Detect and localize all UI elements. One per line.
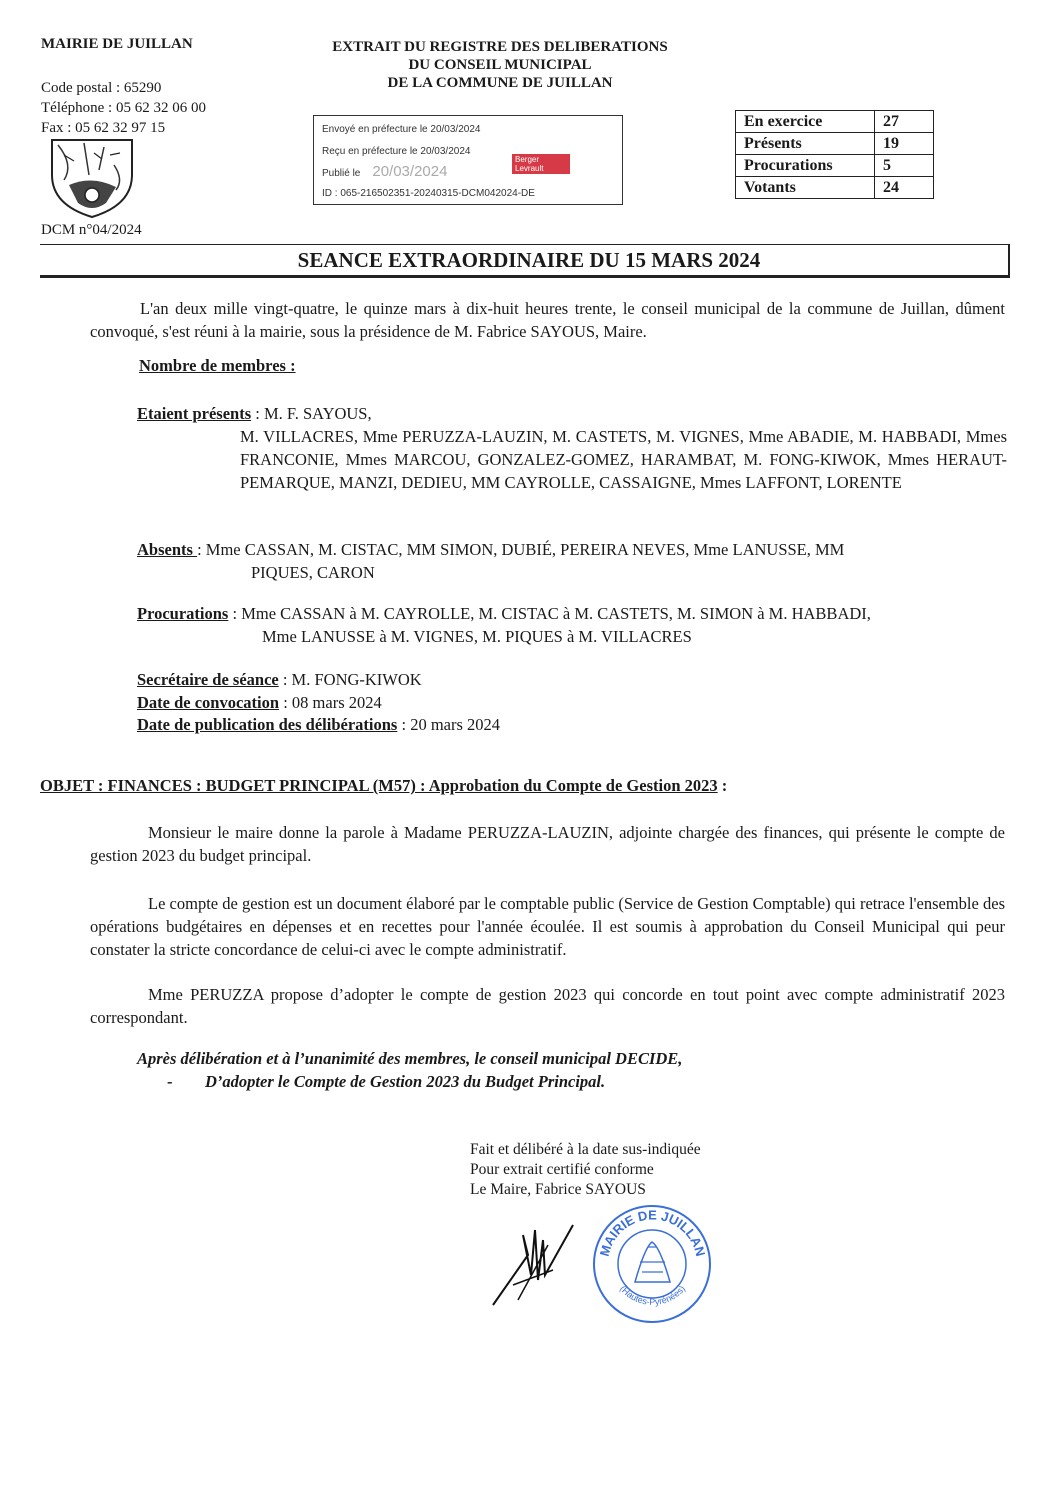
absents-label: Absents [137,540,198,559]
table-row [736,133,934,155]
decision-item [167,1070,682,1093]
seal-bottom-text: (Hautes-Pyrénées) [617,1283,688,1307]
procurations-label: Procurations [137,604,229,623]
extrait-line-1: EXTRAIT DU REGISTRE DES DELIBERATIONS [332,39,668,55]
decision-block [137,1047,682,1093]
decision-dash: - [167,1072,173,1091]
objet-heading [40,776,727,796]
table-row [736,177,934,199]
recu-prefecture: Reçu en préfecture le 20/03/2024 [322,146,471,157]
telephone: Téléphone : 05 62 32 06 00 [41,100,206,116]
absents-block [137,538,1007,584]
decision-line: Après délibération et à l’unanimité des membres, le conseil municipal DECIDE, [137,1049,683,1068]
stat-value: 19 [875,133,934,155]
members-stats-table [735,110,934,199]
berger-levrault-logo [512,154,570,174]
dcm-number: DCM n°04/2024 [41,222,142,238]
convocation-label: Date de convocation [137,692,280,712]
publie [322,163,447,180]
seal-top-text: MAIRIE DE JUILLAN [596,1207,709,1258]
code-postal: Code postal : 65290 [41,80,162,96]
closing-line-3: Le Maire, Fabrice SAYOUS [470,1181,646,1198]
absents-first: : Mme CASSAN, M. CISTAC, MM SIMON, DUBIÉ, PEREIRA NEVES, Mme LANUSSE, MM [197,540,845,559]
stat-label: Votants [736,177,875,199]
paragraph-2: Le compte de gestion est un document élaboré par le comptable public (Service de Gestion Comptable) qui retrace l'ensemble des opérations budgétaires en dépenses et en recettes pour l'année écoulée. Il est soumis à approbation du Conseil Municipal qui peur constater la stricte concordance de celui-ci avec le compte administratif. [90,894,1005,959]
publication-label: Date de publication des délibérations [137,715,398,734]
secretaire-value: : M. FONG-KIWOK [278,670,422,689]
contact-block [41,78,206,138]
secretaire-label: Secrétaire de séance [137,670,279,689]
stat-label: Présents [736,133,875,155]
stat-value: 27 [875,111,934,133]
presents-label: Etaient présents [137,404,252,423]
publie-date: 20/03/2024 [372,163,448,180]
publie-label: Publié le [322,168,361,179]
extrait-line-3: DE LA COMMUNE DE JUILLAN [387,75,613,91]
envoye-prefecture: Envoyé en préfecture le 20/03/2024 [322,124,481,135]
secretaire-line [137,669,500,692]
table-row [736,155,934,177]
coat-of-arms-icon [44,135,139,220]
objet-suffix: : [717,776,728,795]
mairie-name: MAIRIE DE JUILLAN [41,36,193,52]
procurations-block [137,602,1007,648]
prefecture-stamp [313,115,623,205]
publication-value: : 20 mars 2024 [397,715,501,734]
table-row [736,111,934,133]
signature-icon [483,1215,583,1315]
closing-line-1: Fait et délibéré à la date sus-indiquée [470,1141,701,1158]
convocation-value: : 08 mars 2024 [279,692,382,712]
meeting-details [137,669,500,737]
closing-line-2: Pour extrait certifié conforme [470,1161,654,1178]
convocation-line [137,692,500,715]
stat-label: En exercice [736,111,875,133]
nombre-membres-heading: Nombre de membres : [139,356,296,375]
presents-first: : M. F. SAYOUS, [251,404,372,423]
fax: Fax : 05 62 32 97 15 [41,120,166,136]
logo-word-2: Levrault [515,164,544,173]
stat-value: 5 [875,155,934,177]
presents-block [137,402,1007,494]
presents-head [137,402,1007,425]
stat-label: Procurations [736,155,875,177]
absents-rest: PIQUES, CARON [251,563,375,582]
seance-title: SEANCE EXTRAORDINAIRE DU 15 MARS 2024 [297,248,761,272]
procurations-first: : Mme CASSAN à M. CAYROLLE, M. CISTAC à M. CASTETS, M. SIMON à M. HABBADI, [228,604,871,623]
decision-item-text: D’adopter le Compte de Gestion 2023 du Budget Principal. [205,1072,606,1091]
paragraph-3: Mme PERUZZA propose d’adopter le compte de gestion 2023 qui concorde en tout point avec compte administratif 2023 correspondant. [90,985,1005,1027]
mairie-seal-icon [590,1202,715,1327]
objet-text: OBJET : FINANCES : BUDGET PRINCIPAL (M57) : Approbation du Compte de Gestion 2023 [40,776,718,795]
extrait-title [240,38,760,92]
presents-list: M. VILLACRES, Mme PERUZZA-LAUZIN, M. CASTETS, M. VIGNES, Mme ABADIE, M. HABBADI, Mmes FRANCONIE, Mmes MARCOU, GONZALEZ-GOMEZ, HARAMBAT, M. FONG-KIWOK, Mmes HERAUT-PEMARQUE, MANZI, DEDIEU, MM CAYROLLE, CASSAIGNE, Mmes LAFFONT, LORENTE [240,427,1007,492]
closing-block [470,1140,701,1200]
publication-line [137,714,500,737]
stat-value: 24 [875,177,934,199]
intro-paragraph: L'an deux mille vingt-quatre, le quinze mars à dix-huit heures trente, le conseil municipal de la commune de Juillan, dûment convoqué, s'est réuni à la mairie, sous la présidence de M. Fabrice SAYOUS, Maire. [90,299,1005,341]
acte-id: ID : 065-216502351-20240315-DCM042024-DE [322,188,535,199]
procurations-rest: Mme LANUSSE à M. VIGNES, M. PIQUES à M. VILLACRES [262,627,692,646]
paragraph-1: Monsieur le maire donne la parole à Madame PERUZZA-LAUZIN, adjointe chargée des finances, qui présente le compte de gestion 2023 du budget principal. [90,823,1005,865]
logo-word-1: Berger [515,155,540,164]
extrait-line-2: DU CONSEIL MUNICIPAL [408,57,592,73]
